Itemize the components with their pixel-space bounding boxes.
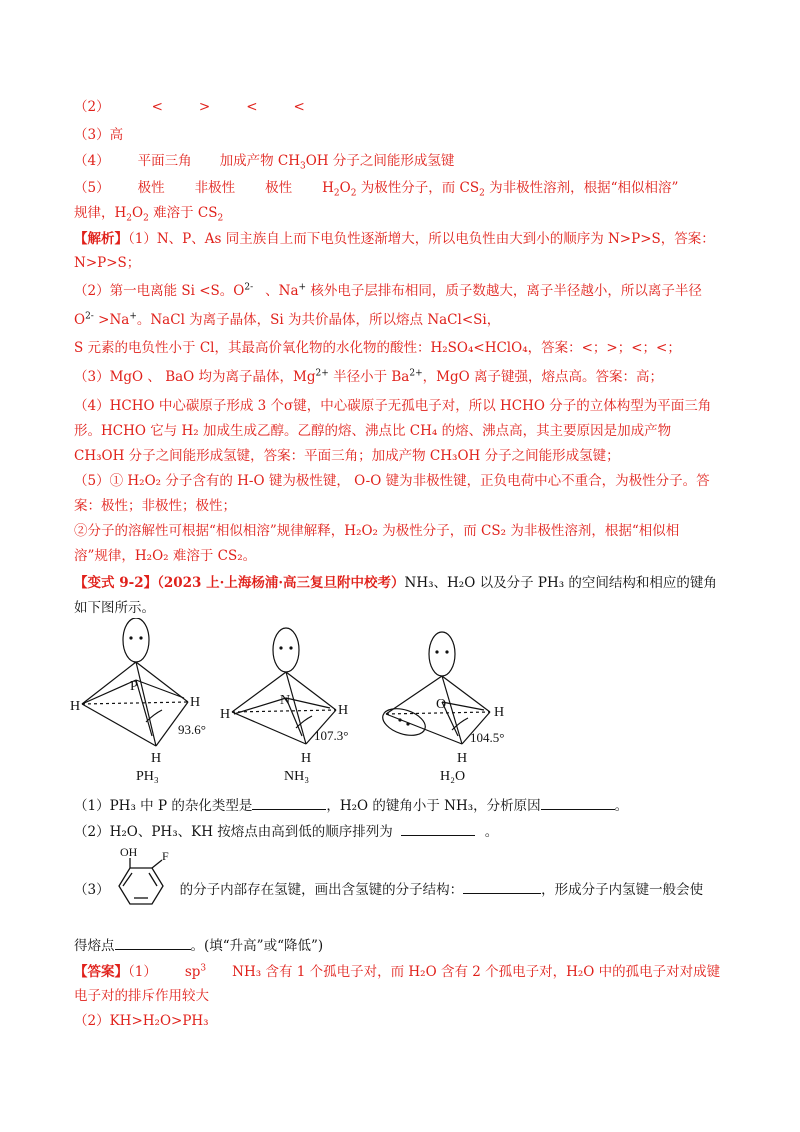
question-2: （2）H₂O、PH₃、KH 按熔点由高到低的顺序排列为 。 [74, 824, 499, 840]
h2o-angle: 104.5° [470, 730, 505, 745]
analysis-p1b: N>P>S； [74, 255, 141, 271]
ph3-lone-pair [123, 618, 149, 662]
q3-blank-2[interactable] [115, 937, 191, 950]
nh3-h-left: H [220, 707, 231, 722]
nh3-h-right: H [338, 703, 349, 718]
analysis-p4a: （4）HCHO 中心碳原子形成 3 个σ键，中心碳原子无孤电子对，所以 HCHO 分子的立体构型为平面三角 [74, 398, 712, 414]
analysis-p5b: 案：极性；非极性；极性； [74, 498, 236, 514]
analysis-tag: 【解析】 [74, 231, 128, 247]
variant-tag: 【变式 9-2】 [74, 575, 158, 591]
ph3-h-left: H [70, 699, 81, 714]
nh3-angle: 107.3° [314, 728, 349, 743]
variant-source: （2023 上·上海杨浦·高三复旦附中校考） [157, 575, 405, 591]
h2o-center-label: O [436, 697, 447, 712]
variant-stem-2: 如下图所示。 [74, 600, 155, 616]
analysis-p5d: 溶”规律，H₂O₂ 难溶于 CS₂。 [74, 548, 257, 564]
h2o-caption: H₂O [440, 769, 466, 784]
answer-1-cont: 电子对的排斥作用较大 [74, 988, 209, 1004]
oh-label: OH [120, 846, 138, 859]
analysis-p3: （3）MgO 、 BaO 均为离子晶体，$Mg^{2+}$ 半径小于 $Ba^{2+}$，MgO 离子键强，熔点高。答案：高； [74, 368, 663, 385]
prev-answer-5: （5） 极性 非极性 极性 $H_2O_2$ 为极性分子，而 $CS_2$ 为非极性溶剂，根据“相似相溶” [74, 180, 679, 199]
q1-blank-1[interactable] [252, 797, 326, 810]
prev-answer-3: （3）高 [74, 127, 124, 143]
h2o-lone-pair-top [429, 632, 455, 676]
h2o-h-bottom: H [457, 751, 468, 766]
q2-blank[interactable] [401, 823, 475, 836]
ph3-h-bottom: H [151, 751, 162, 766]
question-3-cont: 得熔点 。(填“升高”或“降低”) [74, 938, 324, 954]
answer-2: （2）KH>H₂O>PH₃ [74, 1013, 209, 1029]
analysis-p1: 【解析】（1）N、P、As 同主族自上而下电负性逐渐增大，所以电负性由大到小的顺序为 N>P>S，答案： [74, 231, 715, 247]
analysis-p4b: 形。HCHO 它与 H₂ 加成生成乙醇。乙醇的熔、沸点比 CH₄ 的熔、沸点高，其主要原因是加成产物 [74, 423, 672, 439]
question-1: （1）PH₃ 中 P 的杂化类型是 ，H₂O 的键角小于 NH₃，分析原因 。 [74, 798, 629, 814]
analysis-p2a: （2）第一电离能 Si <S。$O^{2-}$ 、Na+ 核外电子层排布相同，质子数越大，离子半径越小，所以离子半径 [74, 282, 702, 299]
ph3-h-right: H [190, 695, 201, 710]
answer-1: 【答案】（1） $sp^3$ NH₃ 含有 1 个孤电子对，而 H₂O 含有 2 个孤电子对，H₂O 中的孤电子对对成键 [74, 963, 721, 980]
molecule-figure [70, 618, 540, 788]
f-label: F [162, 849, 169, 863]
prev-answer-4: （4） 平面三角 加成产物 $CH_3OH$ 分子之间能形成氢键 [74, 153, 455, 172]
ph3-angle: 93.6° [178, 722, 206, 737]
nh3-h-bottom: H [301, 751, 312, 766]
ph3-caption: PH₃ [136, 769, 159, 784]
analysis-p5a: （5）① H₂O₂ 分子含有的 H-O 键为极性键， O-O 键为非极性键，正负电荷中心不重合，为极性分子。答 [74, 473, 710, 489]
nh3-center-label: N [280, 693, 291, 708]
analysis-p2b: $O^{2-} >Na^+$。NaCl 为离子晶体，Si 为共价晶体，所以熔点 NaCl<Si， [74, 311, 501, 328]
variant-heading: 【变式 9-2】（2023 上·上海杨浦·高三复旦附中校考）NH₃、H₂O 以及分子 PH₃ 的空间结构和相应的键角 [74, 575, 717, 591]
q1-blank-2[interactable] [541, 797, 615, 810]
prev-answer-5-cont: 规律，$H_2O_2$ 难溶于 $CS_2$ [74, 205, 224, 224]
question-3: （3） 的分子内部存在氢键，画出含氢键的分子结构： ，形成分子内氢键一般会使 [74, 882, 704, 898]
answer-tag: 【答案】 [74, 964, 128, 980]
nh3-caption: NH₃ [284, 769, 310, 784]
nh3-lone-pair [273, 628, 299, 672]
ph3-center-label: P [130, 679, 138, 694]
analysis-p2c: S 元素的电负性小于 Cl，其最高价氧化物的水化物的酸性：H₂SO₄<HClO₄，答案：<；>；<；<； [74, 340, 681, 356]
q3-blank-1[interactable] [463, 881, 541, 894]
analysis-p4c: CH₃OH 分子之间能形成氢键，答案：平面三角；加成产物 CH₃OH 分子之间能形成氢键； [74, 448, 620, 464]
h2o-h-right: H [494, 705, 505, 720]
prev-answer-2: （2） < > < < [74, 99, 305, 115]
analysis-p5c: ②分子的溶解性可根据“相似相溶”规律解释，H₂O₂ 为极性分子，而 CS₂ 为非极性溶剂，根据“相似相 [74, 523, 680, 539]
h2o-lone-pair-left [379, 704, 428, 740]
